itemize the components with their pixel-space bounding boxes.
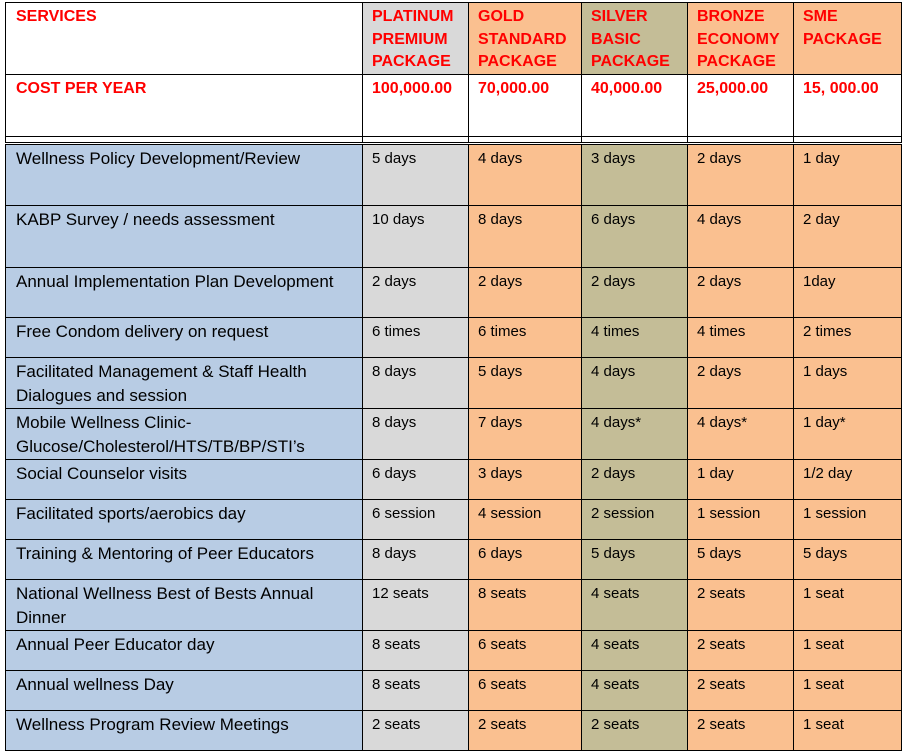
table-row [6,710,902,750]
services-header: SERVICES [6,3,363,75]
service-name: Facilitated sports/aerobics day [6,499,363,539]
value-silver: 4 seats [582,630,688,670]
service-name: Free Condom delivery on request [6,317,363,357]
value-gold: 5 days [469,357,582,408]
value-bronze: 1 session [688,499,794,539]
value-silver: 4 times [582,317,688,357]
service-name: Social Counselor visits [6,459,363,499]
cost-gold: 70,000.00 [469,74,582,136]
pricing-table [5,2,902,751]
cost-per-year-label: COST PER YEAR [6,74,363,136]
value-bronze: 1 day [688,459,794,499]
value-gold: 6 times [469,317,582,357]
service-name: Wellness Program Review Meetings [6,710,363,750]
value-platinum: 10 days [363,205,469,267]
value-silver: 3 days [582,143,688,205]
value-sme: 1day [794,267,902,317]
value-platinum: 8 days [363,357,469,408]
package-name-sme: SME PACKAGE [794,3,902,75]
table-row [6,539,902,579]
service-name: Wellness Policy Development/Review [6,143,363,205]
value-gold: 8 days [469,205,582,267]
table-row [6,205,902,267]
value-gold: 2 seats [469,710,582,750]
value-platinum: 2 days [363,267,469,317]
value-sme: 1 seat [794,630,902,670]
package-names-row [6,3,902,75]
value-platinum: 12 seats [363,579,469,630]
value-gold: 7 days [469,408,582,459]
value-sme: 5 days [794,539,902,579]
package-name-silver: SILVER BASIC PACKAGE [582,3,688,75]
value-platinum: 6 session [363,499,469,539]
table-row [6,408,902,459]
value-gold: 4 session [469,499,582,539]
value-silver: 2 session [582,499,688,539]
service-name: Annual Peer Educator day [6,630,363,670]
value-bronze: 2 days [688,357,794,408]
value-silver: 4 seats [582,670,688,710]
value-bronze: 2 days [688,143,794,205]
value-platinum: 8 days [363,408,469,459]
value-gold: 2 days [469,267,582,317]
value-sme: 2 day [794,205,902,267]
value-gold: 6 seats [469,670,582,710]
package-name-bronze: BRONZE ECONOMY PACKAGE [688,3,794,75]
table-row [6,357,902,408]
value-bronze: 4 days [688,205,794,267]
table-row [6,579,902,630]
value-bronze: 2 seats [688,579,794,630]
header-separator [6,136,902,143]
value-platinum: 8 seats [363,670,469,710]
value-silver: 2 days [582,267,688,317]
service-name: Facilitated Management & Staff Health Dialogues and session [6,357,363,408]
table-row [6,630,902,670]
value-bronze: 2 days [688,267,794,317]
value-gold: 8 seats [469,579,582,630]
value-gold: 6 seats [469,630,582,670]
value-sme: 1 days [794,357,902,408]
value-silver: 6 days [582,205,688,267]
package-name-gold: GOLD STANDARD PACKAGE [469,3,582,75]
value-silver: 4 days [582,357,688,408]
value-bronze: 5 days [688,539,794,579]
value-gold: 3 days [469,459,582,499]
service-name: KABP Survey / needs assessment [6,205,363,267]
table-row [6,267,902,317]
value-platinum: 8 days [363,539,469,579]
value-silver: 5 days [582,539,688,579]
value-sme: 1 day* [794,408,902,459]
table-row [6,670,902,710]
value-sme: 1 seat [794,710,902,750]
value-sme: 1 seat [794,670,902,710]
table-row [6,459,902,499]
service-name: Annual wellness Day [6,670,363,710]
value-silver: 2 seats [582,710,688,750]
value-sme: 1 seat [794,579,902,630]
cost-bronze: 25,000.00 [688,74,794,136]
services-pricing-table [5,2,902,751]
value-sme: 1 session [794,499,902,539]
service-name: Mobile Wellness Clinic-Glucose/Cholesterol/HTS/TB/BP/STI’s [6,408,363,459]
table-row [6,317,902,357]
value-bronze: 4 days* [688,408,794,459]
value-bronze: 2 seats [688,710,794,750]
value-sme: 1 day [794,143,902,205]
value-platinum: 5 days [363,143,469,205]
value-gold: 4 days [469,143,582,205]
cost-per-year-row [6,74,902,136]
package-name-platinum: PLATINUM PREMIUM PACKAGE [363,3,469,75]
cost-silver: 40,000.00 [582,74,688,136]
value-bronze: 2 seats [688,670,794,710]
value-platinum: 6 days [363,459,469,499]
value-silver: 4 seats [582,579,688,630]
value-silver: 4 days* [582,408,688,459]
value-platinum: 6 times [363,317,469,357]
table-row [6,143,902,205]
service-name: National Wellness Best of Bests Annual Dinner [6,579,363,630]
value-platinum: 8 seats [363,630,469,670]
cost-platinum: 100,000.00 [363,74,469,136]
value-platinum: 2 seats [363,710,469,750]
cost-sme: 15, 000.00 [794,74,902,136]
value-silver: 2 days [582,459,688,499]
value-gold: 6 days [469,539,582,579]
table-row [6,499,902,539]
service-name: Training & Mentoring of Peer Educators [6,539,363,579]
value-sme: 2 times [794,317,902,357]
value-sme: 1/2 day [794,459,902,499]
value-bronze: 2 seats [688,630,794,670]
service-name: Annual Implementation Plan Development [6,267,363,317]
value-bronze: 4 times [688,317,794,357]
